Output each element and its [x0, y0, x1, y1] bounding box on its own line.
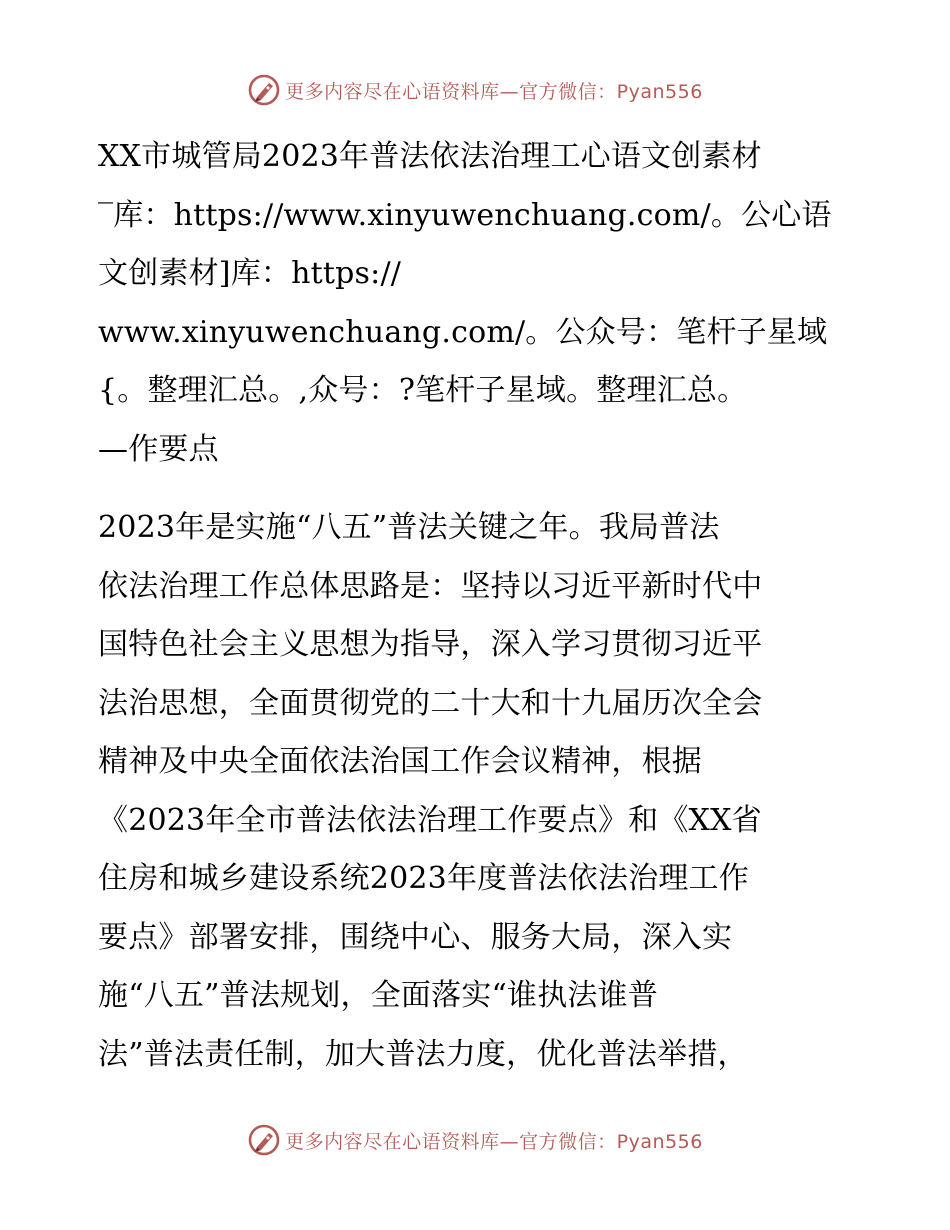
text-line: 国特色社会主义思想为指导，深入学习贯彻习近平 — [98, 627, 763, 662]
text-line: 要点》部署安排，围绕中心、服务大局，深入实 — [98, 919, 733, 955]
pen-nib-logo-icon — [247, 73, 281, 107]
text-line: 文创素材]库：https:// — [98, 256, 402, 291]
body-paragraph — [98, 499, 858, 1084]
header-banner-text: 更多内容尽在心语资料库—官方微信：Pyan556 — [285, 80, 703, 103]
document-body — [98, 128, 858, 1084]
text-line: 住房和城乡建设系统2023年度普法依法治理工作 — [98, 861, 749, 896]
text-line: XX市城管局2023年普法依法治理工心语文创素材 — [98, 139, 762, 174]
text-line: 法”普法责任制，加大普法力度，优化普法举措， — [98, 1036, 748, 1072]
text-line: 施“八五”普法规划，全面落实“谁执法谁普 — [98, 978, 659, 1013]
text-line: 《2023年全市普法依法治理工作要点》和《XX省 — [98, 802, 762, 838]
text-line: {。整理汇总。,众号：?笔杆子星域。整理汇总。 — [98, 373, 748, 408]
footer-banner-text: 更多内容尽在心语资料库—官方微信：Pyan556 — [285, 1130, 703, 1153]
title-paragraph — [98, 128, 858, 479]
text-line: 法治思想，全面贯彻党的二十大和十九届历次全会 — [98, 685, 763, 721]
text-line: —作要点 — [98, 431, 219, 467]
text-line: 2023年是实施“八五”普法关键之年。我局普法 — [98, 510, 720, 545]
pen-nib-logo-icon — [247, 1123, 281, 1157]
text-line: www.xinyuwenchuang.com/。公众号：笔杆子星域 — [98, 314, 828, 350]
footer-banner — [0, 1120, 950, 1160]
text-line: 依法治理工作总体思路是：坚持以习近平新时代中 — [98, 568, 763, 604]
header-banner — [0, 70, 950, 110]
text-line: ‾库：https://www.xinyuwenchuang.com/。公心语 — [98, 197, 832, 233]
text-line: 精神及中央全面依法治国工作会议精神，根据 — [98, 744, 702, 779]
